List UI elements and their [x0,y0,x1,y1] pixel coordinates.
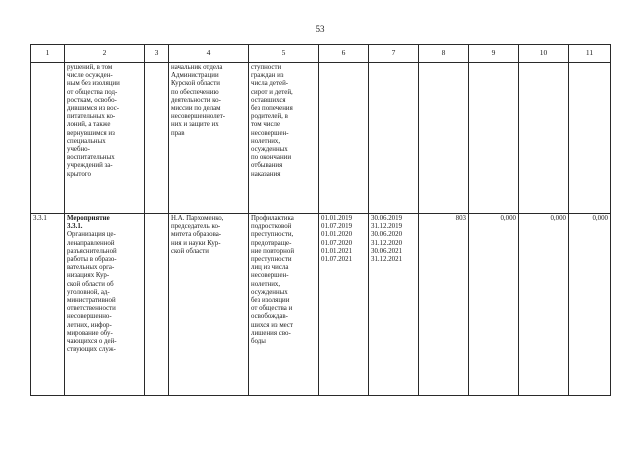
cell-value [569,63,611,214]
column-header: 11 [569,45,611,63]
cell-col3 [145,63,169,214]
column-header: 5 [249,45,319,63]
column-header: 4 [169,45,249,63]
cell-value: 0,000 [469,214,519,396]
cell-value [519,63,569,214]
cell-end-dates [369,63,419,214]
cell-responsible: начальник отдела Администрации Курской области по обеспечению деятельности ко- миссии по делам несовершеннолет- них и защите их прав [169,63,249,214]
cell-value: 0,000 [569,214,611,396]
cell-value [469,63,519,214]
header-row [31,45,611,63]
cell-code: 803 [419,214,469,396]
cell-number [31,63,65,214]
column-header: 10 [519,45,569,63]
measures-table [30,44,611,396]
cell-col3 [145,214,169,396]
table-row [31,214,611,396]
column-header: 6 [319,45,369,63]
measure-text: Организация це- ленаправленной разъяснительной работы в образо- вательных орга- низациях Кур- ской области об уголовной, ад- министративной ответственности несовершенно- летних, инфор- мирование обу- чающихся о дей- ствующих служ- [67,231,117,354]
cell-result: ступности граждан из числа детей- сирот и детей, оставшихся без попечения родителей, в том числе несовершен- нолетних, осужденных по окончании отбывания наказания [249,63,319,214]
cell-responsible: Н.А. Пархоменко, председатель ко- митета образова- ния и науки Кур- ской области [169,214,249,396]
measure-title: Мероприятие 3.3.1. [67,215,110,231]
cell-result: Профилактика подростковой преступности, предотвраще- ние повторной преступности лиц из числа несовершен- нолетних, осужденных без изоляции от общества и освобождав- шихся из мест лишения сво- боды [249,214,319,396]
cell-measure [65,214,145,396]
cell-code [419,63,469,214]
cell-end-dates: 30.06.2019 31.12.2019 30.06.2020 31.12.2020 30.06.2021 31.12.2021 [369,214,419,396]
cell-value: 0,000 [519,214,569,396]
column-header: 7 [369,45,419,63]
measure-text: рушений, в том числе осужден- ным без изоляции от общества под- росткам, освобо- дившимся из вос- питательных ко- лоний, а также вернувшимся из специальных учебно- воспитательных учреждений за- крытого [67,64,120,178]
page-number: 53 [315,24,325,34]
cell-measure [65,63,145,214]
table-row [31,63,611,214]
cell-number: 3.3.1 [31,214,65,396]
column-header: 2 [65,45,145,63]
column-header: 8 [419,45,469,63]
cell-start-dates [319,63,369,214]
column-header: 9 [469,45,519,63]
column-header: 3 [145,45,169,63]
cell-start-dates: 01.01.2019 01.07.2019 01.01.2020 01.07.2020 01.01.2021 01.07.2021 [319,214,369,396]
column-header: 1 [31,45,65,63]
